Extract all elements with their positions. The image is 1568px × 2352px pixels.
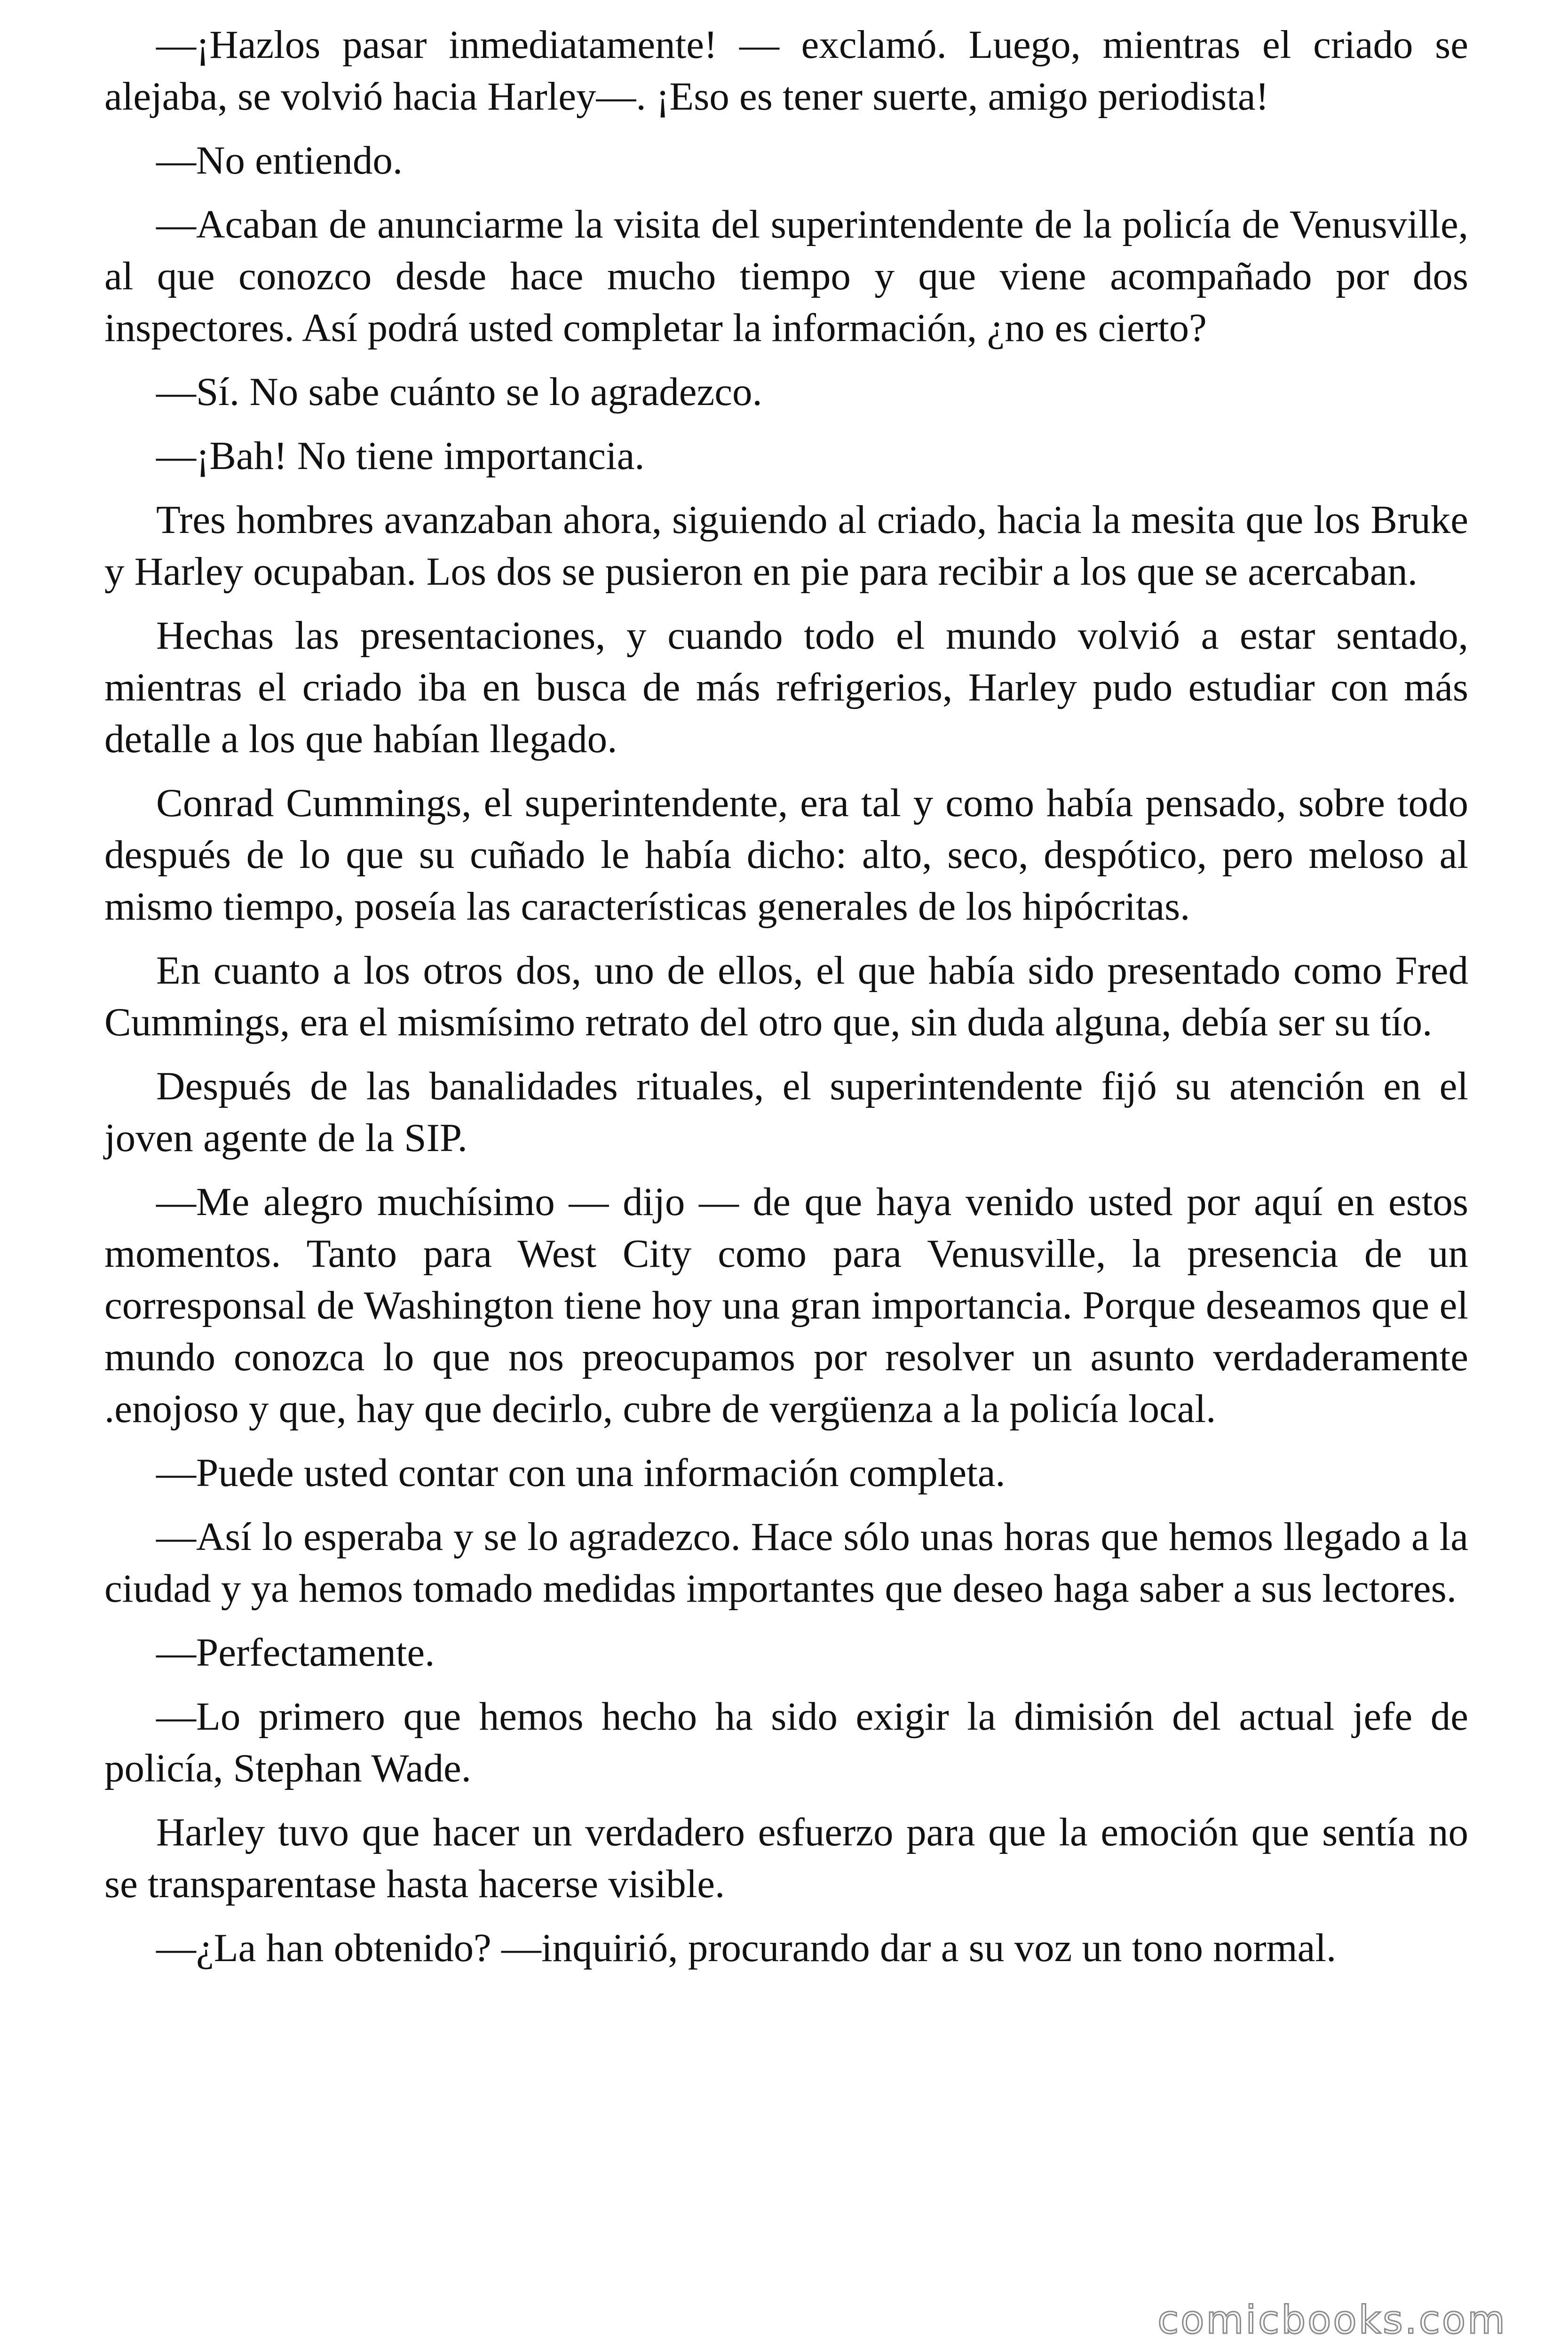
watermark: comicbooks.com xyxy=(1157,2298,1507,2343)
paragraph: En cuanto a los otros dos, uno de ellos, el que había sido presentado como Fred Cummings, era el mismísimo retrato del otro que, sin duda alguna, debía ser su tío. xyxy=(104,948,1468,1044)
paragraph: —Puede usted contar con una información completa. xyxy=(156,1451,1006,1495)
paragraph: Hechas las presentaciones, y cuando todo el mundo volvió a estar sentado, mientras el criado iba en busca de más refrigerios, Harley pudo estudiar con más detalle a los que habían llegado. xyxy=(104,613,1468,761)
paragraph: —¡Bah! No tiene importancia. xyxy=(156,434,645,478)
book-page-text xyxy=(104,19,1468,1986)
paragraph: —No entiendo. xyxy=(156,138,403,183)
paragraph: —Sí. No sabe cuánto se lo agradezco. xyxy=(156,370,762,414)
paragraph: —Perfectamente. xyxy=(156,1630,435,1675)
paragraph: Harley tuvo que hacer un verdadero esfuerzo para que la emoción que sentía no se transparentase hasta hacerse visible. xyxy=(104,1810,1468,1906)
paragraph: Tres hombres avanzaban ahora, siguiendo al criado, hacia la mesita que los Bruke y Harley ocupaban. Los dos se pusieron en pie para recibir a los que se acercaban. xyxy=(104,498,1468,594)
paragraph: Conrad Cummings, el superintendente, era tal y como había pensado, sobre todo después de lo que su cuñado le había dicho: alto, seco, despótico, pero meloso al mismo tiempo, poseía las características generales de los hipócritas. xyxy=(104,781,1468,929)
paragraph: —Me alegro muchísimo — dijo — de que haya venido usted por aquí en estos momentos. Tanto para West City como para Venusville, la presencia de un corresponsal de Washington tiene hoy una gran importancia. Porque deseamos que el mundo conozca lo que nos preocupamos por resolver un asunto verdaderamente .enojoso y que, hay que decirlo, cubre de vergüenza a la policía local. xyxy=(104,1180,1468,1431)
paragraph: —Lo primero que hemos hecho ha sido exigir la dimisión del actual jefe de policía, Stephan Wade. xyxy=(104,1694,1468,1790)
paragraph: —¡Hazlos pasar inmediatamente! — exclamó. Luego, mientras el criado se alejaba, se volvió hacia Harley—. ¡Eso es tener suerte, amigo periodista! xyxy=(104,23,1468,119)
paragraph: —Así lo esperaba y se lo agradezco. Hace sólo unas horas que hemos llegado a la ciudad y ya hemos tomado medidas importantes que deseo haga saber a sus lectores. xyxy=(104,1515,1468,1611)
paragraph: —¿La han obtenido? —inquirió, procurando dar a su voz un tono normal. xyxy=(156,1926,1337,1970)
paragraph: Después de las banalidades rituales, el superintendente fijó su atención en el joven agente de la SIP. xyxy=(104,1064,1468,1160)
paragraph: —Acaban de anunciarme la visita del superintendente de la policía de Venusville, al que conozco desde hace mucho tiempo y que viene acompañado por dos inspectores. Así podrá usted completar la información, ¿no es cierto? xyxy=(104,202,1468,350)
